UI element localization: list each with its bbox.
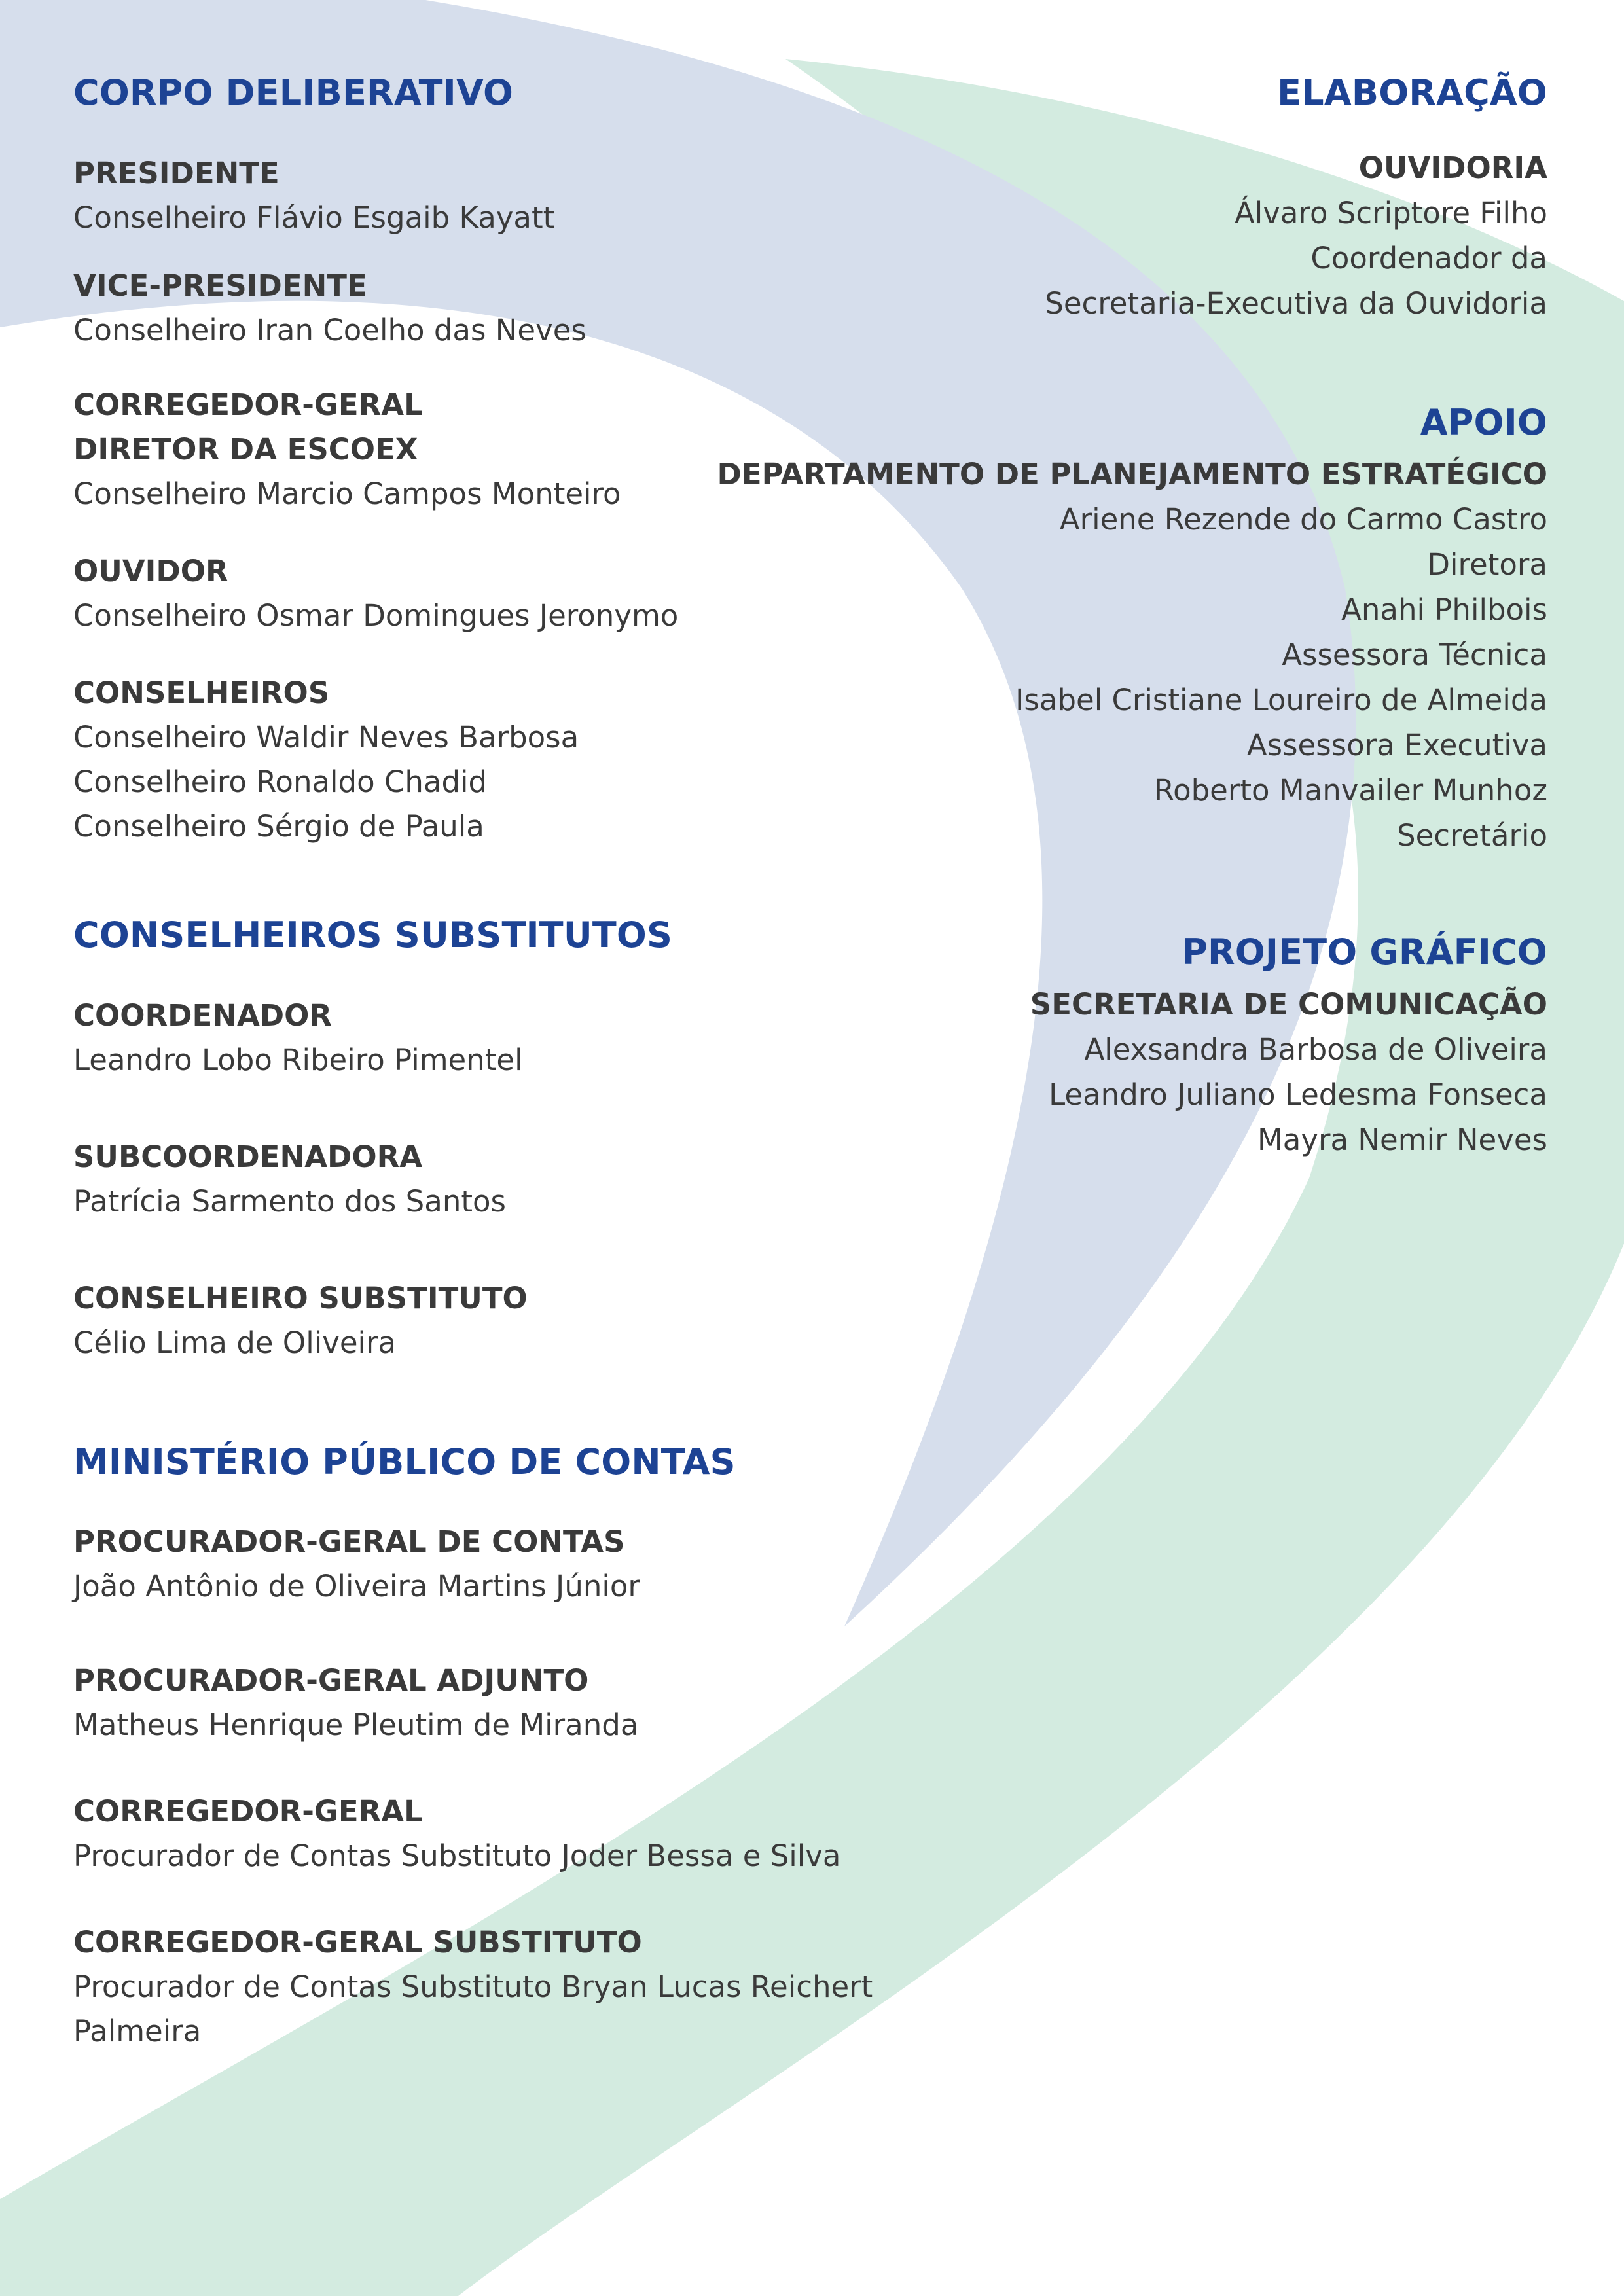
elaboracao-line: Coordenador da	[1310, 240, 1547, 276]
apoio-line: Roberto Manvailer Munhoz	[1153, 772, 1547, 808]
elaboracao-line: Álvaro Scriptore Filho	[1234, 195, 1547, 230]
projeto-line: Mayra Nemir Neves	[1257, 1122, 1547, 1158]
corregedor-geral-name: Conselheiro Marcio Campos Monteiro	[73, 476, 621, 511]
diretor-escoex-label: DIRETOR DA ESCOEX	[73, 431, 418, 467]
apoio-line: Ariene Rezende do Carmo Castro	[1059, 501, 1547, 537]
conselheiro-substituto-name: Célio Lima de Oliveira	[73, 1325, 397, 1360]
conselheiros-label: CONSELHEIROS	[73, 675, 330, 710]
secom-block	[631, 982, 1547, 1162]
apoio-line: Assessora Técnica	[1282, 637, 1547, 672]
subcoordenadora-label: SUBCOORDENADORA	[73, 1139, 423, 1174]
apoio-section	[631, 402, 1547, 858]
section-title-ministerio-publico: MINISTÉRIO PÚBLICO DE CONTAS	[73, 1441, 736, 1482]
conselheiro-name: Conselheiro Ronaldo Chadid	[73, 764, 488, 799]
elaboracao-line: Secretaria-Executiva da Ouvidoria	[1045, 285, 1547, 321]
elaboracao-section	[631, 72, 1547, 326]
planejamento-dept-label: DEPARTAMENTO DE PLANEJAMENTO ESTRATÉGICO	[717, 456, 1547, 492]
mp-corregedor-substituto-label: CORREGEDOR-GERAL SUBSTITUTO	[73, 1925, 642, 1960]
presidente-name: Conselheiro Flávio Esgaib Kayatt	[73, 200, 555, 235]
corregedor-geral-label: CORREGEDOR-GERAL	[73, 387, 423, 422]
apoio-line: Assessora Executiva	[1246, 727, 1547, 762]
apoio-line: Isabel Cristiane Loureiro de Almeida	[1015, 682, 1547, 717]
apoio-line: Secretário	[1397, 817, 1547, 853]
conselheiro-name: Conselheiro Sérgio de Paula	[73, 808, 484, 844]
coordenador-name: Leandro Lobo Ribeiro Pimentel	[73, 1042, 523, 1077]
procurador-geral-block	[73, 1520, 990, 1609]
ouvidoria-label: OUVIDORIA	[1358, 150, 1547, 185]
conselheiro-substituto-block	[73, 1276, 990, 1365]
ouvidoria-block	[631, 146, 1547, 326]
presidente-label: PRESIDENTE	[73, 155, 280, 190]
right-column	[631, 72, 1547, 1162]
secom-label: SECRETARIA DE COMUNICAÇÃO	[1030, 987, 1547, 1022]
procurador-adjunto-block	[73, 1659, 990, 1748]
apoio-line: Anahi Philbois	[1341, 592, 1547, 627]
section-title-conselheiros-substitutos: CONSELHEIROS SUBSTITUTOS	[73, 914, 673, 956]
section-title-corpo-deliberativo: CORPO DELIBERATIVO	[73, 72, 514, 113]
mp-corregedor-geral-name: Procurador de Contas Substituto Joder Bessa e Silva	[73, 1839, 841, 1874]
coordenador-label: COORDENADOR	[73, 997, 333, 1033]
conselheiro-substituto-label: CONSELHEIRO SUBSTITUTO	[73, 1280, 528, 1316]
procurador-geral-name: João Antônio de Oliveira Martins Júnior	[73, 1569, 640, 1604]
ouvidor-name: Conselheiro Osmar Domingues Jeronymo	[73, 598, 679, 633]
procurador-adjunto-label: PROCURADOR-GERAL ADJUNTO	[73, 1663, 589, 1698]
mp-corregedor-substituto-name: Procurador de Contas Substituto Bryan Lucas Reichert Palmeira	[73, 1969, 873, 2049]
mp-corregedor-substituto-block	[73, 1920, 990, 2054]
ouvidor-label: OUVIDOR	[73, 553, 228, 588]
procurador-adjunto-name: Matheus Henrique Pleutim de Miranda	[73, 1708, 639, 1743]
projeto-grafico-section	[631, 931, 1547, 1163]
mp-corregedor-geral-block	[73, 1789, 990, 1878]
planejamento-block	[631, 452, 1547, 858]
subcoordenadora-name: Patrícia Sarmento dos Santos	[73, 1183, 506, 1219]
section-title-projeto-grafico: PROJETO GRÁFICO	[1182, 931, 1547, 973]
vice-presidente-label: VICE-PRESIDENTE	[73, 268, 367, 303]
apoio-line: Diretora	[1427, 547, 1547, 582]
vice-presidente-name: Conselheiro Iran Coelho das Neves	[73, 312, 586, 348]
projeto-line: Leandro Juliano Ledesma Fonseca	[1049, 1077, 1547, 1113]
section-title-elaboracao: ELABORAÇÃO	[1277, 72, 1547, 113]
procurador-geral-label: PROCURADOR-GERAL DE CONTAS	[73, 1524, 625, 1560]
projeto-line: Alexsandra Barbosa de Oliveira	[1084, 1032, 1547, 1067]
mp-corregedor-geral-label: CORREGEDOR-GERAL	[73, 1794, 423, 1829]
conselheiro-name: Conselheiro Waldir Neves Barbosa	[73, 719, 579, 755]
ministerio-publico-section	[73, 1441, 990, 2054]
section-title-apoio: APOIO	[1420, 401, 1547, 443]
